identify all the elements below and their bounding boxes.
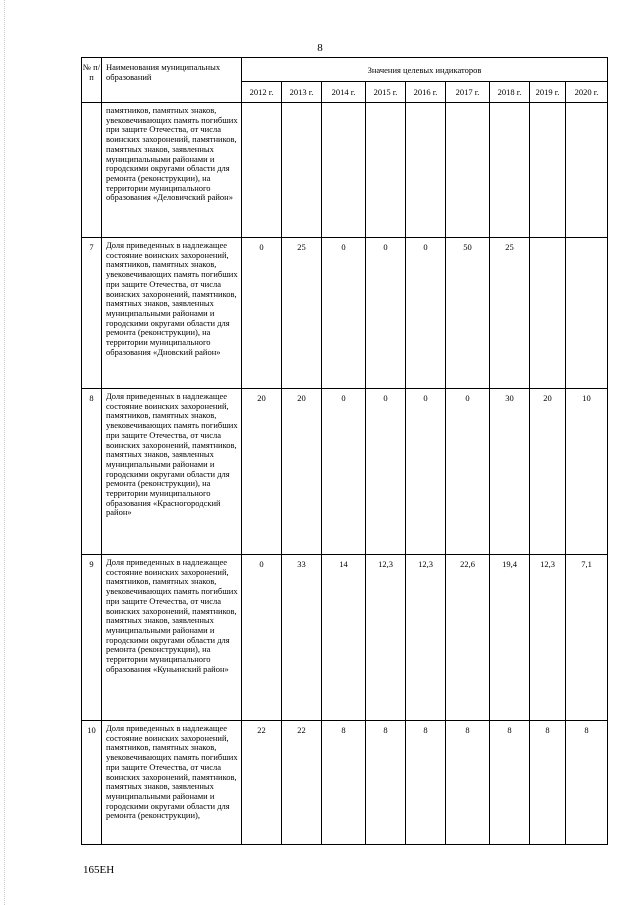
value-cell: 12,3 xyxy=(366,555,406,721)
row-num: 9 xyxy=(82,555,102,721)
value-cell: 12,3 xyxy=(530,555,566,721)
value-cell: 22 xyxy=(242,721,282,845)
row-description: Доля приведенных в надлежащее состояние воинских захоронений, памятников, памятных знаков, увековечивающих память погибших при защите Отечества, от числа воинских захоронений, памятников, памятных знаков, заявленных муниципальными районами и городскими округами области для ремонта (реконструкции), xyxy=(102,721,242,845)
header-year: 2018 г. xyxy=(490,82,530,103)
value-cell: 0 xyxy=(322,389,366,555)
value-cell xyxy=(566,103,608,238)
value-cell xyxy=(566,238,608,389)
value-cell xyxy=(282,103,322,238)
header-row-group xyxy=(82,58,608,82)
value-cell: 7,1 xyxy=(566,555,608,721)
header-year: 2013 г. xyxy=(282,82,322,103)
value-cell: 25 xyxy=(282,238,322,389)
row-description: памятников, памятных знаков, увековечивающих память погибших при защите Отечества, от числа воинских захоронений, памятников, памятных знаков, заявленных муниципальными районами и городскими округами области для ремонта (реконструкции), на территории муниципального образования «Деловичский район» xyxy=(102,103,242,238)
value-cell xyxy=(322,103,366,238)
value-cell: 14 xyxy=(322,555,366,721)
value-cell: 30 xyxy=(490,389,530,555)
value-cell: 10 xyxy=(566,389,608,555)
header-name: Наименования муниципальных образований xyxy=(102,58,242,103)
value-cell: 8 xyxy=(490,721,530,845)
value-cell: 20 xyxy=(530,389,566,555)
value-cell: 0 xyxy=(322,238,366,389)
table-row xyxy=(82,555,608,721)
table-row xyxy=(82,721,608,845)
header-year: 2016 г. xyxy=(406,82,446,103)
value-cell: 0 xyxy=(446,389,490,555)
value-cell: 8 xyxy=(446,721,490,845)
value-cell: 20 xyxy=(282,389,322,555)
value-cell: 50 xyxy=(446,238,490,389)
row-description: Доля приведенных в надлежащее состояние воинских захоронений, памятников, памятных знаков, увековечивающих память погибших при защите Отечества, от числа воинских захоронений, памятников, памятных знаков, заявленных муниципальными районами и городскими округами области для ремонта (реконструкции), на территории муниципального образования «Дновский район» xyxy=(102,238,242,389)
value-cell: 33 xyxy=(282,555,322,721)
value-cell: 8 xyxy=(366,721,406,845)
value-cell: 25 xyxy=(490,238,530,389)
header-year: 2017 г. xyxy=(446,82,490,103)
header-year: 2015 г. xyxy=(366,82,406,103)
value-cell: 0 xyxy=(406,238,446,389)
row-num: 7 xyxy=(82,238,102,389)
value-cell: 8 xyxy=(406,721,446,845)
table-row xyxy=(82,238,608,389)
document-code: 165ЕН xyxy=(83,864,115,876)
header-year: 2014 г. xyxy=(322,82,366,103)
value-cell xyxy=(490,103,530,238)
value-cell: 8 xyxy=(530,721,566,845)
page-number: 8 xyxy=(317,42,323,54)
value-cell: 19,4 xyxy=(490,555,530,721)
value-cell xyxy=(530,238,566,389)
value-cell: 0 xyxy=(406,389,446,555)
header-year: 2020 г. xyxy=(566,82,608,103)
value-cell: 8 xyxy=(322,721,366,845)
value-cell: 12,3 xyxy=(406,555,446,721)
row-num: 8 xyxy=(82,389,102,555)
value-cell xyxy=(406,103,446,238)
value-cell: 8 xyxy=(566,721,608,845)
value-cell xyxy=(446,103,490,238)
header-num: № п/п xyxy=(82,58,102,103)
value-cell: 0 xyxy=(366,238,406,389)
header-values-group: Значения целевых индикаторов xyxy=(242,58,608,82)
value-cell: 22 xyxy=(282,721,322,845)
row-description: Доля приведенных в надлежащее состояние воинских захоронений, памятников, памятных знаков, увековечивающих память погибших при защите Отечества, от числа воинских захоронений, памятников, памятных знаков, заявленных муниципальными районами и городскими округами области для ремонта (реконструкции), на территории муниципального образования «Куньинский район» xyxy=(102,555,242,721)
table-row xyxy=(82,103,608,238)
table-row xyxy=(82,389,608,555)
indicators-table xyxy=(81,57,608,845)
value-cell: 0 xyxy=(242,238,282,389)
row-num xyxy=(82,103,102,238)
value-cell: 20 xyxy=(242,389,282,555)
header-year: 2019 г. xyxy=(530,82,566,103)
row-description: Доля приведенных в надлежащее состояние воинских захоронений, памятников, памятных знаков, увековечивающих память погибших при защите Отечества, от числа воинских захоронений, памятников, памятных знаков, заявленных муниципальными районами и городскими округами области для ремонта (реконструкции), на территории муниципального образования «Красногородский район» xyxy=(102,389,242,555)
value-cell: 0 xyxy=(366,389,406,555)
value-cell xyxy=(530,103,566,238)
row-num: 10 xyxy=(82,721,102,845)
value-cell: 22,6 xyxy=(446,555,490,721)
header-year: 2012 г. xyxy=(242,82,282,103)
value-cell: 0 xyxy=(242,555,282,721)
scan-edge-marks xyxy=(4,0,6,905)
value-cell xyxy=(366,103,406,238)
value-cell xyxy=(242,103,282,238)
